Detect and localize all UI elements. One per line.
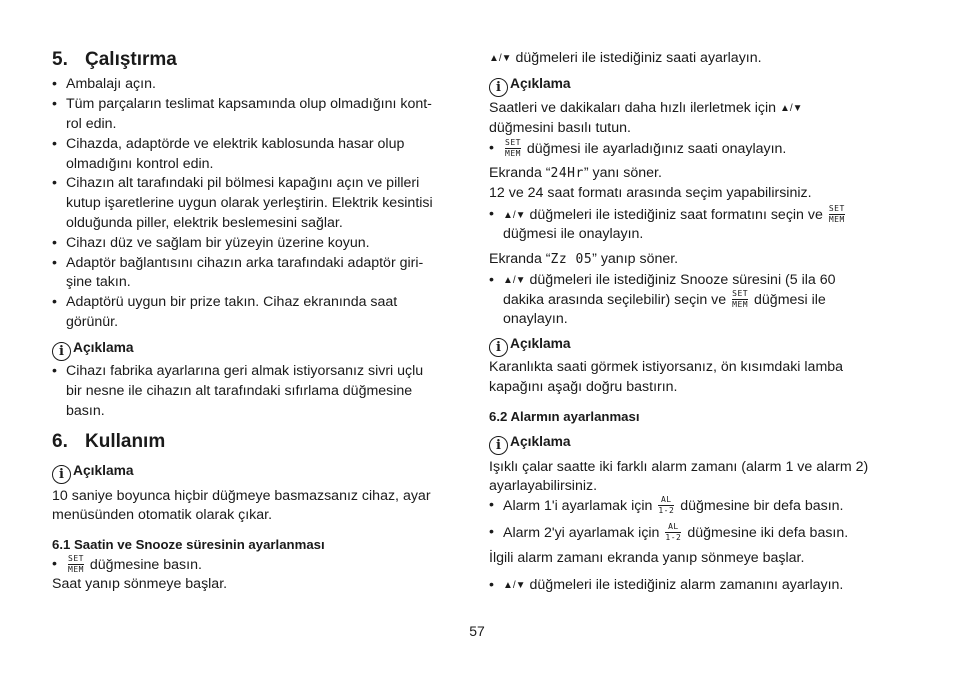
list-item-continuation: bir nesne ile cihazın alt tarafındaki sıfırlama düğmesine bbox=[66, 383, 413, 399]
section-6-number: 6. bbox=[52, 431, 68, 452]
info-icon: i bbox=[489, 338, 508, 357]
list-item bbox=[66, 362, 423, 380]
list-item-continuation: rol edin. bbox=[66, 116, 117, 132]
paragraph-text: ” yanıp söner. bbox=[592, 251, 679, 267]
note-heading-label: Açıklama bbox=[510, 76, 571, 91]
set-mem-button-icon: SET MEM bbox=[732, 289, 749, 309]
list-item-text: düğmesi ile bbox=[754, 292, 826, 308]
up-down-arrows-icon: ▲/▼ bbox=[780, 103, 803, 114]
list-item-continuation: olmadığını kontrol edin. bbox=[66, 156, 214, 172]
note-heading bbox=[52, 339, 134, 361]
list-item-text: dakika arasında seçilebilir) seçin ve bbox=[503, 292, 727, 308]
list-item-text: Adaptörü uygun bir prize takın. Cihaz ekranında saat bbox=[66, 294, 398, 310]
list-item-text: Cihazın alt tarafındaki pil bölmesi kapağını açın ve pilleri bbox=[66, 175, 420, 191]
list-item bbox=[503, 496, 843, 515]
list-item-continuation: basın. bbox=[66, 403, 105, 419]
paragraph-text: Ekranda “ bbox=[489, 251, 551, 267]
paragraph-line: Saat yanıp sönmeye başlar. bbox=[52, 576, 228, 592]
info-icon: i bbox=[52, 465, 71, 484]
paragraph-line: menüsünden otomatik olarak çıkar. bbox=[52, 507, 273, 523]
note-heading-label: Açıklama bbox=[510, 336, 571, 351]
info-icon: i bbox=[52, 342, 71, 361]
subsection-6-2-title: 6.2 Alarmın ayarlanması bbox=[489, 409, 640, 424]
paragraph-line: düğmesini basılı tutun. bbox=[489, 120, 631, 136]
list-item-text: Adaptör bağlantısını cihazın arka tarafındaki adaptör giri- bbox=[66, 255, 424, 271]
paragraph-line: ayarlayabilirsiniz. bbox=[489, 478, 598, 494]
paragraph-line: İlgili alarm zamanı ekranda yanıp sönmeye başlar. bbox=[489, 550, 805, 566]
paragraph-line: 12 ve 24 saat formatı arasında seçim yapabilirsiniz. bbox=[489, 185, 812, 201]
list-item-text: Ambalajı açın. bbox=[66, 76, 156, 92]
list-item-text: düğmesine bir defa basın. bbox=[680, 498, 844, 514]
lcd-display-text: 24Hr bbox=[550, 166, 584, 181]
paragraph-line bbox=[489, 49, 762, 68]
paragraph-line: kapağını aşağı doğru bastırın. bbox=[489, 379, 678, 395]
up-down-arrows-icon: ▲/▼ bbox=[489, 53, 512, 64]
note-heading-label: Açıklama bbox=[73, 340, 134, 355]
up-down-arrows-icon: ▲/▼ bbox=[503, 580, 526, 591]
list-item bbox=[503, 523, 848, 542]
list-item-text: Tüm parçaların teslimat kapsamında olup olmadığını kont- bbox=[66, 96, 432, 112]
list-item-text: düğmeleri ile istediğiniz saat formatını seçin ve bbox=[529, 207, 823, 223]
section-5-heading bbox=[52, 49, 177, 71]
paragraph-line: Karanlıkta saati görmek istiyorsanız, ön kısımdaki lamba bbox=[489, 359, 844, 375]
note-heading bbox=[489, 75, 571, 97]
paragraph-text: Saatleri ve dakikaları daha hızlı ilerletmek için bbox=[489, 100, 777, 116]
section-6-heading bbox=[52, 431, 165, 453]
note-heading-label: Açıklama bbox=[73, 463, 134, 478]
section-6-title: Kullanım bbox=[85, 431, 166, 452]
paragraph-text: Ekranda “ bbox=[489, 165, 551, 181]
up-down-arrows-icon: ▲/▼ bbox=[503, 210, 526, 221]
list-item-continuation: onaylayın. bbox=[503, 311, 568, 327]
set-mem-button-icon: SET MEM bbox=[828, 204, 845, 224]
list-item-text: Cihazda, adaptörde ve elektrik kablosunda hasar olup bbox=[66, 136, 405, 152]
paragraph-line: 10 saniye boyunca hiçbir düğmeye basmazsanız cihaz, ayar bbox=[52, 488, 431, 504]
list-item-text: Alarm 2'yi ayarlamak için bbox=[503, 525, 660, 541]
info-icon: i bbox=[489, 436, 508, 455]
section-5-number: 5. bbox=[52, 49, 68, 70]
list-item-text: Alarm 1'i ayarlamak için bbox=[503, 498, 653, 514]
list-item bbox=[66, 135, 404, 153]
list-item bbox=[503, 576, 843, 595]
list-item-text: düğmesine basın. bbox=[89, 557, 202, 573]
list-item bbox=[66, 254, 423, 272]
note-heading bbox=[489, 433, 571, 455]
note-heading bbox=[52, 462, 134, 484]
section-5-title: Çalıştırma bbox=[85, 49, 177, 70]
list-item-continuation: olduğunda piller, elektrik beslemesini sağlar. bbox=[66, 215, 343, 231]
paragraph-line bbox=[489, 99, 803, 118]
subsection-6-1-title: 6.1 Saatin ve Snooze süresinin ayarlanması bbox=[52, 537, 325, 552]
list-item bbox=[66, 75, 156, 93]
list-item-continuation: düğmesi ile onaylayın. bbox=[503, 226, 644, 242]
list-item bbox=[503, 271, 836, 290]
list-item-text: Cihazı düz ve sağlam bir yüzeyin üzerine koyun. bbox=[66, 235, 370, 251]
paragraph-text: ” yanı söner. bbox=[583, 165, 662, 181]
list-item-continuation: kutup işaretlerine uygun olarak yerleştirin. Elektrik kesintisi bbox=[66, 195, 433, 211]
set-mem-button-icon: • SET MEM bbox=[505, 138, 521, 158]
alarm-button-icon: $\frac{AL}{1-2}$ bbox=[658, 495, 675, 515]
list-item bbox=[503, 139, 786, 158]
paragraph-line bbox=[489, 250, 678, 269]
paragraph-line bbox=[489, 164, 662, 183]
info-icon: i bbox=[489, 78, 508, 97]
list-item-continuation: şine takın. bbox=[66, 274, 131, 290]
list-item bbox=[66, 234, 370, 252]
list-item-text: düğmesi ile ayarladığınız saati onaylayın. bbox=[526, 141, 787, 157]
list-item-text: düğmeleri ile istediğiniz alarm zamanını ayarlayın. bbox=[529, 577, 844, 593]
alarm-button-icon: $\frac{AL}{1-2}$ bbox=[665, 522, 682, 542]
up-down-arrows-icon: ▲/▼ bbox=[503, 275, 526, 286]
list-item bbox=[66, 293, 397, 311]
paragraph-text: düğmeleri ile istediğiniz saati ayarlayın. bbox=[515, 50, 762, 66]
list-item-text: düğmeleri ile istediğiniz Snooze süresini (5 ila 60 bbox=[529, 272, 836, 288]
note-heading bbox=[489, 335, 571, 357]
list-item bbox=[66, 555, 202, 574]
list-item-continuation bbox=[503, 290, 826, 309]
paragraph-line: Işıklı çalar saatte iki farklı alarm zamanı (alarm 1 ve alarm 2) bbox=[489, 459, 869, 475]
list-item-text: düğmesine iki defa basın. bbox=[687, 525, 849, 541]
list-item-continuation: görünür. bbox=[66, 314, 119, 330]
list-item bbox=[66, 174, 419, 192]
list-item-text: Cihazı fabrika ayarlarına geri almak istiyorsanız sivri uçlu bbox=[66, 363, 424, 379]
note-heading-label: Açıklama bbox=[510, 434, 571, 449]
list-item bbox=[503, 205, 847, 225]
set-mem-button-icon: • SET MEM bbox=[68, 554, 84, 574]
page-number: 57 bbox=[469, 623, 485, 639]
list-item bbox=[66, 95, 432, 113]
lcd-display-text: Zz 05 bbox=[550, 252, 593, 267]
